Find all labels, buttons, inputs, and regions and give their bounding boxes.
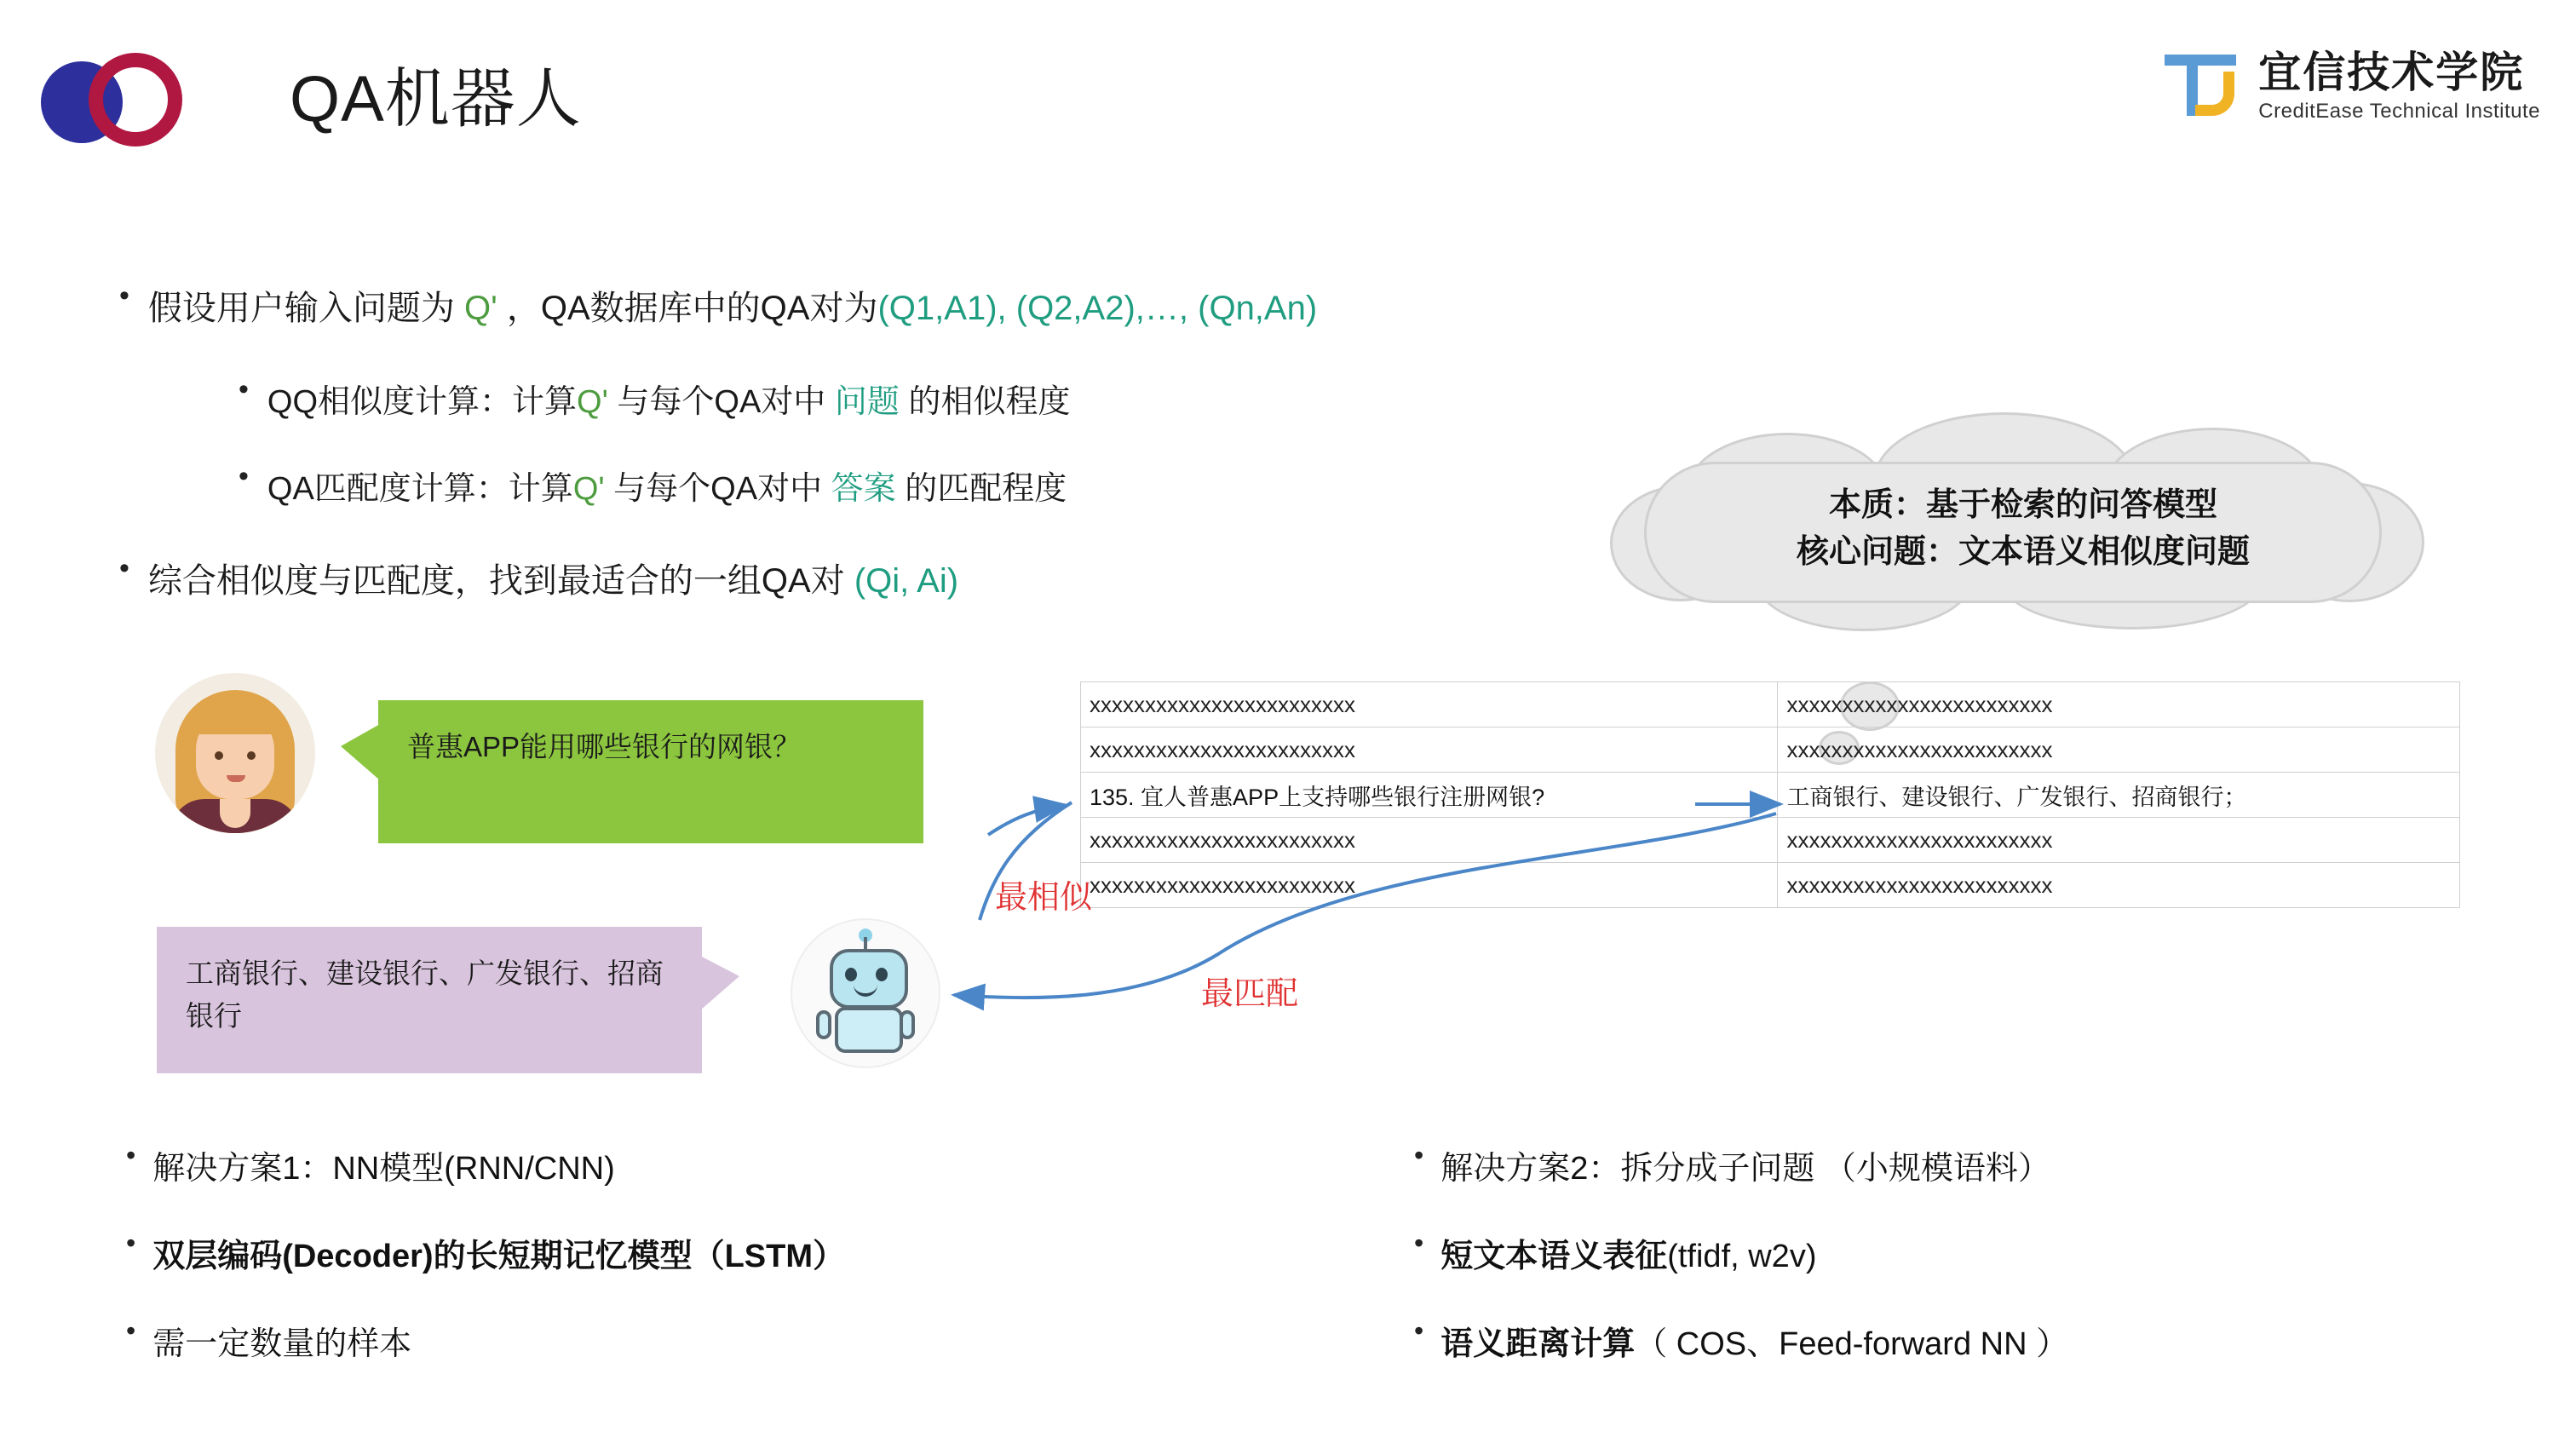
table-cell-question: xxxxxxxxxxxxxxxxxxxxxxxx [1081,727,1778,773]
solution-item [126,1229,845,1276]
label-most-similar: 最相似 [995,880,1093,916]
robot-icon [791,918,940,1068]
table-row-highlighted [1081,773,2460,818]
table-cell-question: xxxxxxxxxxxxxxxxxxxxxxxx [1081,863,1778,908]
brand-text [2258,50,2540,122]
table-cell-answer: xxxxxxxxxxxxxxxxxxxxxxxx [1778,727,2460,773]
table-cell-question: 135. 宜人普惠APP上支持哪些银行注册网银? [1081,773,1778,818]
bullet-icon: • [119,279,129,312]
bubble-tail [700,956,739,1010]
user-avatar [155,673,315,833]
solution-text: 语义距离计算（ COS、Feed-forward NN ） [1440,1326,2069,1362]
thought-cloud [1593,426,2428,626]
arrow-question-to-row [988,805,1065,835]
bot-answer-text: 工商银行、建设银行、广发银行、招商银行 [186,957,664,1032]
table-cell-question: xxxxxxxxxxxxxxxxxxxxxxxx [1081,818,1778,863]
bullet-text: 假设用户输入问题为 Q' ，QA数据库中的QA对为(Q1,A1), (Q2,A2),…, (Qn,An) [147,290,1318,327]
cloud-line-2: 核心问题：文本语义相似度问题 [1796,534,2250,571]
table-cell-answer: xxxxxxxxxxxxxxxxxxxxxxxx [1778,682,2460,727]
table-cell-question: xxxxxxxxxxxxxxxxxxxxxxxx [1081,682,1778,727]
bullet-item [119,554,958,602]
page-title: QA机器人 [290,63,582,135]
bot-answer-bubble [157,927,702,1073]
bullet-icon: • [1414,1315,1424,1346]
table-row [1081,863,2460,908]
bullet-icon: • [1414,1228,1424,1258]
brand-lockup [2161,49,2540,123]
qa-database-table [1080,681,2460,908]
solution-text: 需一定数量的样本 [152,1326,412,1362]
bullet-icon: • [126,1228,136,1258]
solution-item [126,1317,411,1364]
bullet-item [239,375,1070,422]
bullet-item [239,462,1067,509]
table-cell-answer: xxxxxxxxxxxxxxxxxxxxxxxx [1778,863,2460,908]
solution-item [1414,1141,2050,1188]
bullet-icon: • [239,373,249,405]
user-question-text: 普惠APP能用哪些银行的网银？ [407,731,802,762]
bullet-icon: • [119,552,129,584]
bullet-item [119,281,1317,330]
table-cell-answer: 工商银行、建设银行、广发银行、招商银行； [1778,773,2460,818]
bullet-text: 综合相似度与匹配度，找到最适合的一组QA对 (Qi, Ai) [147,562,959,600]
bullet-icon: • [239,460,249,492]
logo-circle-red [89,53,182,147]
company-logo-icon [41,44,177,155]
table-cell-answer: xxxxxxxxxxxxxxxxxxxxxxxx [1778,818,2460,863]
bullet-text: QA匹配度计算：计算Q' 与每个QA对中 答案 的匹配程度 [267,471,1067,507]
cloud-line-1: 本质：基于检索的问答模型 [1828,487,2217,523]
user-question-bubble [378,700,923,843]
bullet-icon: • [1414,1140,1424,1170]
thought-cloud-text [1687,482,2360,576]
bullet-text: QQ相似度计算：计算Q' 与每个QA对中 问题 的相似程度 [267,384,1071,420]
solution-text: 解决方案2：拆分成子问题 （小规模语料） [1440,1151,2050,1187]
qa-table-body [1081,682,2460,908]
solution-text: 双层编码(Decoder)的长短期记忆模型（LSTM） [152,1239,845,1274]
solution-text: 短文本语义表征(tfidf, w2v) [1440,1239,1817,1274]
brand-name-en: CreditEase Technical Institute [2258,99,2540,123]
table-row [1081,727,2460,773]
solution-item [126,1141,615,1188]
brand-name-cn: 宜信技术学院 [2258,49,2525,97]
bubble-tail [341,724,380,780]
solution-text: 解决方案1：NN模型(RNN/CNN) [152,1151,615,1187]
bullet-icon: • [126,1315,136,1346]
brand-glyph-icon [2161,49,2240,123]
solution-item [1414,1317,2068,1364]
table-row [1081,682,2460,727]
solution-item [1414,1229,1816,1276]
table-row [1081,818,2460,863]
label-most-matched: 最匹配 [1201,976,1299,1012]
bullet-icon: • [126,1140,136,1170]
